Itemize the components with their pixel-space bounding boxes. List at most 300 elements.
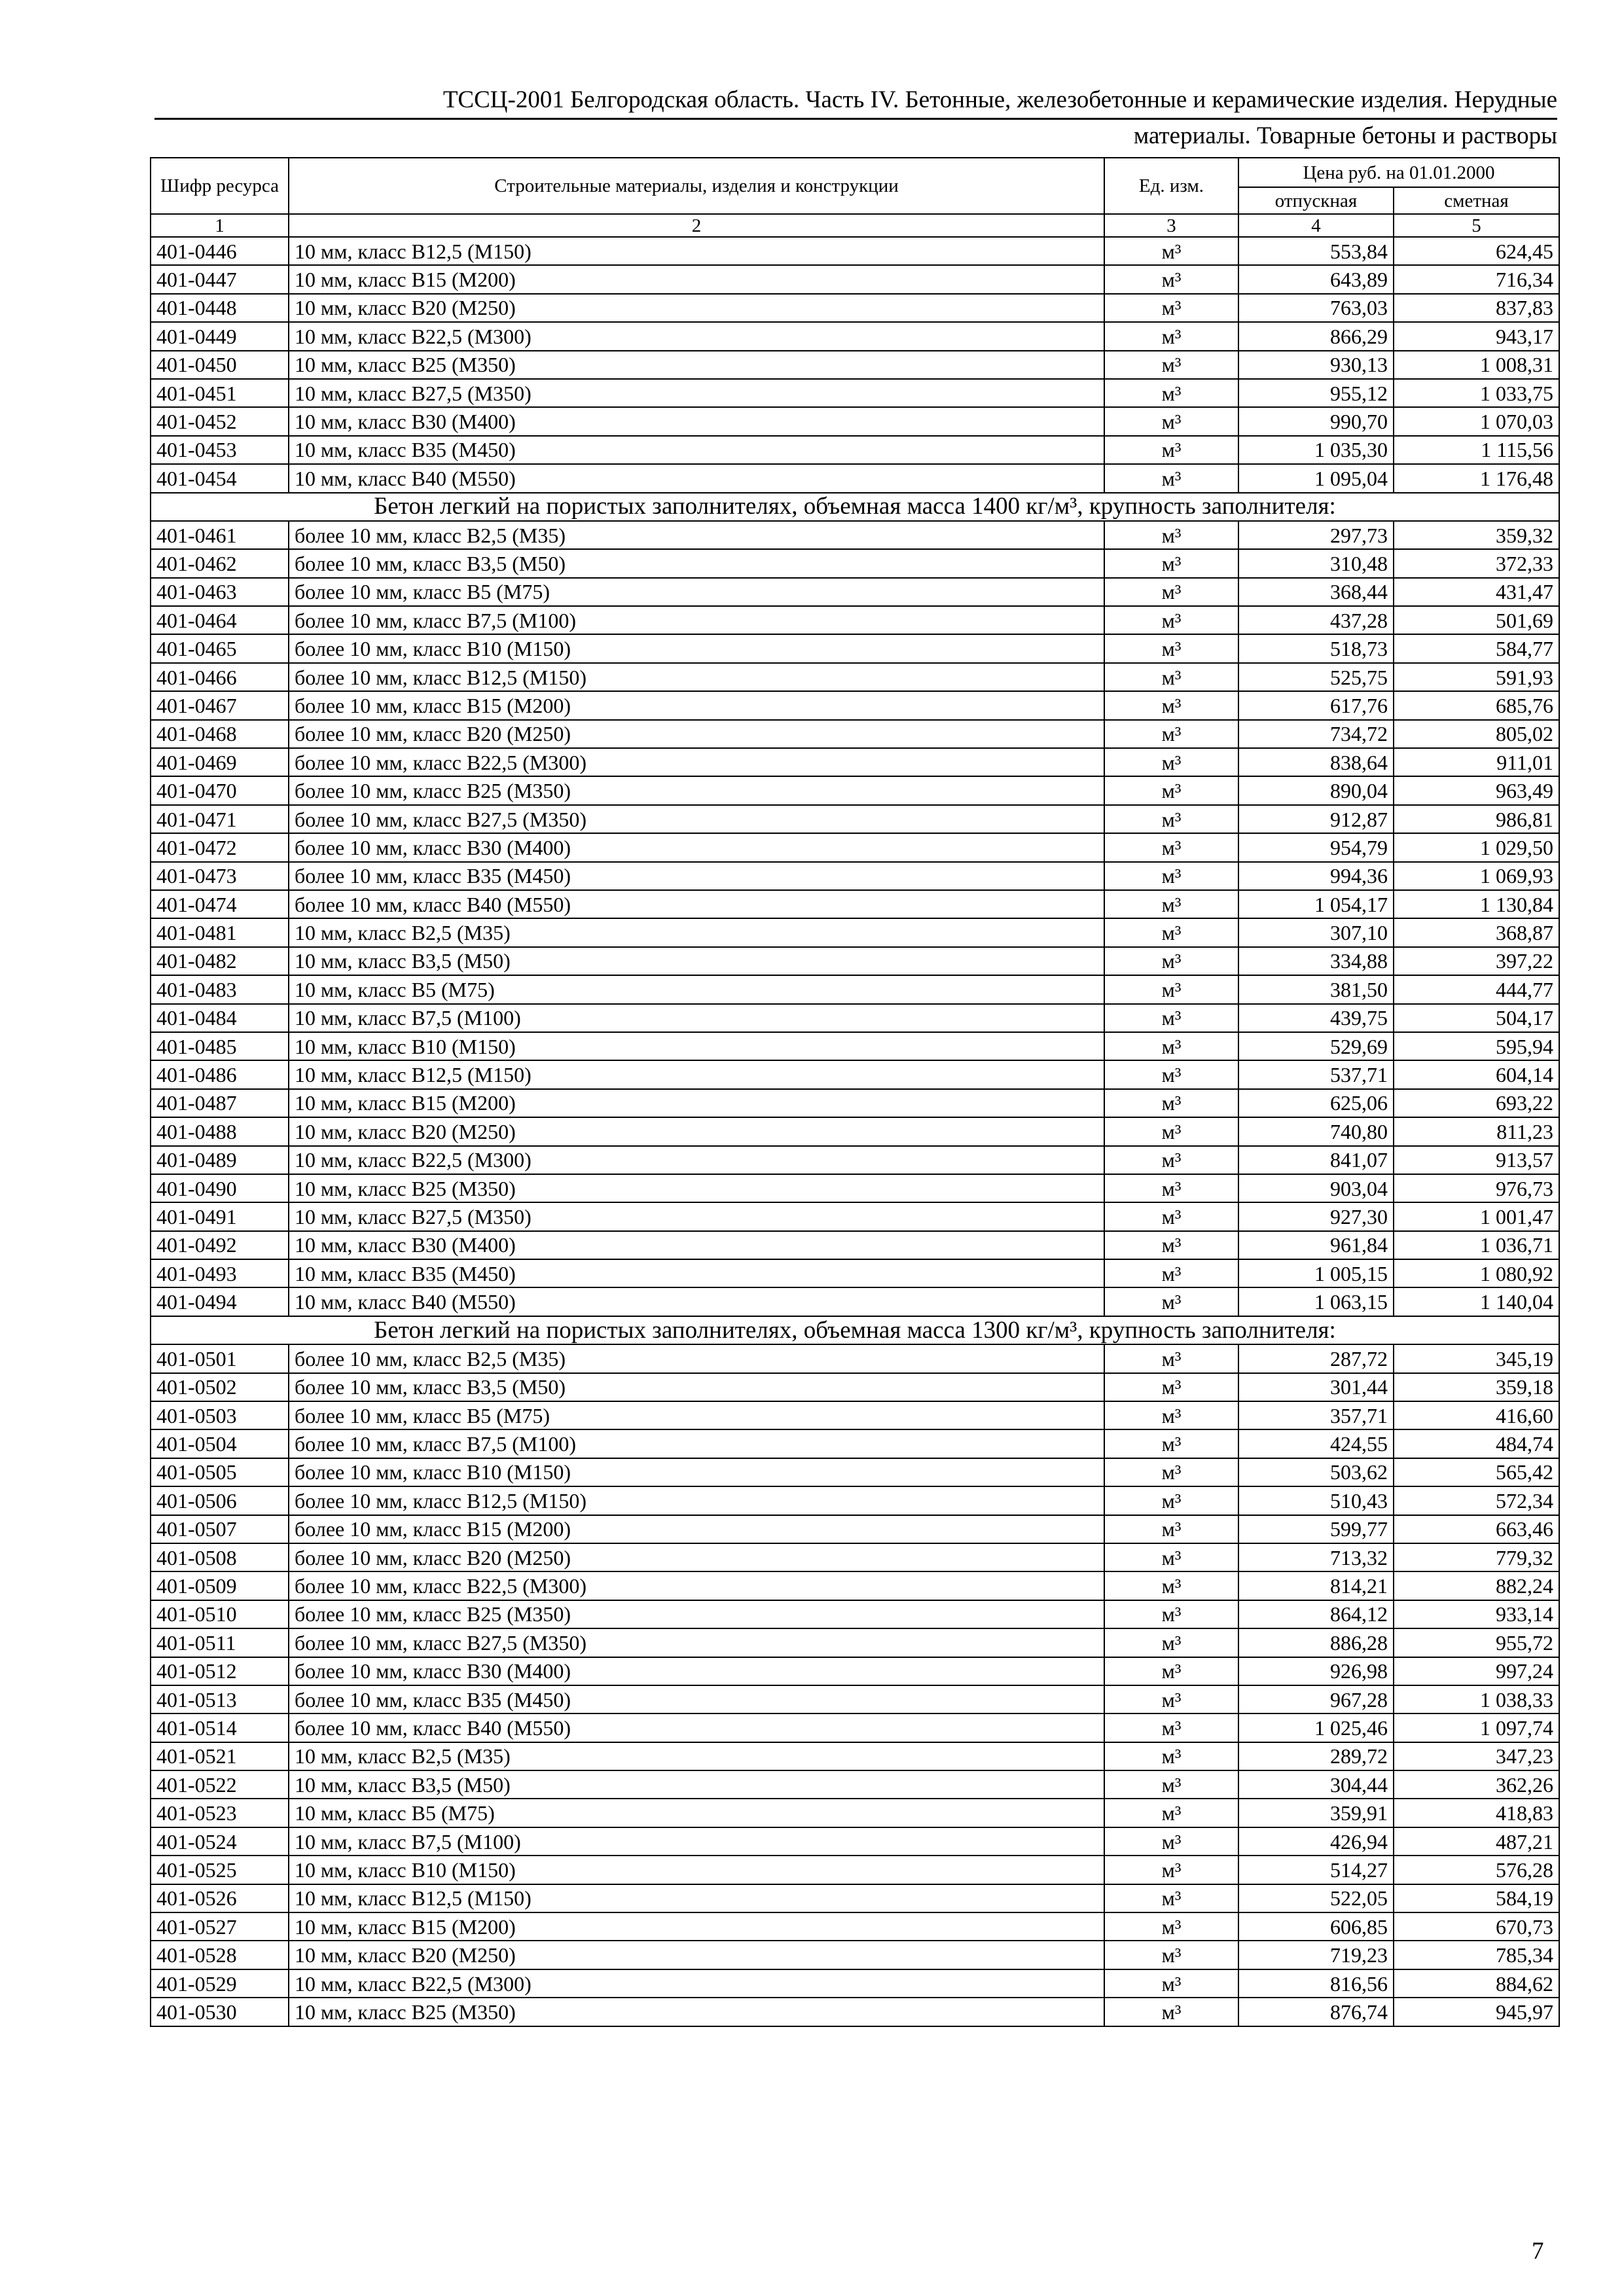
resource-code-cell: 401-0501	[151, 1344, 289, 1372]
release-price-cell: 381,50	[1238, 975, 1394, 1003]
table-row	[151, 1429, 1559, 1458]
release-price-cell: 719,23	[1238, 1941, 1394, 1969]
table-row	[151, 1146, 1559, 1174]
resource-code-cell: 401-0521	[151, 1742, 289, 1770]
material-name-cell: более 10 мм, класс В3,5 (М50)	[289, 549, 1104, 577]
table-row	[151, 1827, 1559, 1856]
estimate-price-cell: 811,23	[1394, 1117, 1559, 1145]
unit-cell: м³	[1104, 549, 1238, 577]
estimate-price-cell: 1 029,50	[1394, 833, 1559, 861]
resource-code-cell: 401-0482	[151, 947, 289, 975]
estimate-price-cell: 416,60	[1394, 1401, 1559, 1429]
material-name-cell: более 10 мм, класс В2,5 (М35)	[289, 521, 1104, 549]
table-row	[151, 578, 1559, 606]
material-name-cell: более 10 мм, класс В35 (М450)	[289, 862, 1104, 890]
release-price-cell: 359,91	[1238, 1799, 1394, 1827]
release-price-cell: 522,05	[1238, 1884, 1394, 1912]
resource-code-cell: 401-0488	[151, 1117, 289, 1145]
estimate-price-cell: 347,23	[1394, 1742, 1559, 1770]
column-number: 4	[1238, 214, 1394, 237]
release-price-cell: 606,85	[1238, 1912, 1394, 1941]
table-row	[151, 521, 1559, 549]
material-name-cell: более 10 мм, класс В27,5 (М350)	[289, 1628, 1104, 1657]
unit-cell: м³	[1104, 436, 1238, 464]
release-price-cell: 713,32	[1238, 1543, 1394, 1571]
table-row	[151, 606, 1559, 634]
estimate-price-cell: 572,34	[1394, 1486, 1559, 1515]
column-header-price: Цена руб. на 01.01.2000	[1238, 158, 1559, 187]
unit-cell: м³	[1104, 1827, 1238, 1856]
material-name-cell: 10 мм, класс В40 (М550)	[289, 464, 1104, 492]
resource-code-cell: 401-0483	[151, 975, 289, 1003]
column-number: 1	[151, 214, 289, 237]
material-name-cell: 10 мм, класс В2,5 (М35)	[289, 918, 1104, 946]
material-name-cell: 10 мм, класс В2,5 (М35)	[289, 1742, 1104, 1770]
resource-code-cell: 401-0446	[151, 237, 289, 265]
estimate-price-cell: 1 140,04	[1394, 1287, 1559, 1316]
resource-code-cell: 401-0491	[151, 1202, 289, 1230]
release-price-cell: 514,27	[1238, 1856, 1394, 1884]
resource-code-cell: 401-0494	[151, 1287, 289, 1316]
resource-code-cell: 401-0522	[151, 1770, 289, 1799]
unit-cell: м³	[1104, 1401, 1238, 1429]
estimate-price-cell: 805,02	[1394, 720, 1559, 748]
material-name-cell: более 10 мм, класс В7,5 (М100)	[289, 1429, 1104, 1458]
material-name-cell: 10 мм, класс В35 (М450)	[289, 1259, 1104, 1287]
column-header-name: Строительные материалы, изделия и конструкции	[289, 158, 1104, 214]
release-price-cell: 954,79	[1238, 833, 1394, 861]
material-name-cell: 10 мм, класс В22,5 (М300)	[289, 1969, 1104, 1998]
material-name-cell: более 10 мм, класс В22,5 (М300)	[289, 748, 1104, 776]
material-name-cell: более 10 мм, класс В20 (М250)	[289, 1543, 1104, 1571]
unit-cell: м³	[1104, 1543, 1238, 1571]
material-name-cell: 10 мм, класс В15 (М200)	[289, 1089, 1104, 1117]
unit-cell: м³	[1104, 1628, 1238, 1657]
estimate-price-cell: 945,97	[1394, 1998, 1559, 2026]
estimate-price-cell: 565,42	[1394, 1458, 1559, 1486]
unit-cell: м³	[1104, 1287, 1238, 1316]
column-number: 2	[289, 214, 1104, 237]
estimate-price-cell: 1 115,56	[1394, 436, 1559, 464]
unit-cell: м³	[1104, 1146, 1238, 1174]
unit-cell: м³	[1104, 1969, 1238, 1998]
release-price-cell: 307,10	[1238, 918, 1394, 946]
unit-cell: м³	[1104, 1998, 1238, 2026]
estimate-price-cell: 933,14	[1394, 1600, 1559, 1628]
resource-code-cell: 401-0450	[151, 351, 289, 379]
release-price-cell: 955,12	[1238, 379, 1394, 407]
table-row	[151, 947, 1559, 975]
column-header-unit: Ед. изм.	[1104, 158, 1238, 214]
estimate-price-cell: 837,83	[1394, 294, 1559, 322]
unit-cell: м³	[1104, 237, 1238, 265]
resource-code-cell: 401-0449	[151, 322, 289, 350]
unit-cell: м³	[1104, 947, 1238, 975]
table-row	[151, 1969, 1559, 1998]
material-name-cell: более 10 мм, класс В5 (М75)	[289, 1401, 1104, 1429]
estimate-price-cell: 1 069,93	[1394, 862, 1559, 890]
unit-cell: м³	[1104, 720, 1238, 748]
release-price-cell: 866,29	[1238, 322, 1394, 350]
material-name-cell: более 10 мм, класс В5 (М75)	[289, 578, 1104, 606]
material-name-cell: более 10 мм, класс В3,5 (М50)	[289, 1373, 1104, 1401]
estimate-price-cell: 1 097,74	[1394, 1713, 1559, 1742]
table-row	[151, 1231, 1559, 1259]
resource-code-cell: 401-0486	[151, 1060, 289, 1088]
resource-code-cell: 401-0489	[151, 1146, 289, 1174]
unit-cell: м³	[1104, 748, 1238, 776]
unit-cell: м³	[1104, 1373, 1238, 1401]
unit-cell: м³	[1104, 379, 1238, 407]
material-name-cell: более 10 мм, класс В15 (М200)	[289, 1515, 1104, 1543]
header-title-line1: ТССЦ-2001 Белгородская область. Часть IV. Бетонные, железобетонные и керамические изделия. Нерудные	[154, 84, 1557, 120]
unit-cell: м³	[1104, 1884, 1238, 1912]
resource-code-cell: 401-0447	[151, 265, 289, 293]
unit-cell: м³	[1104, 294, 1238, 322]
unit-cell: м³	[1104, 1713, 1238, 1742]
table-row	[151, 691, 1559, 719]
release-price-cell: 1 005,15	[1238, 1259, 1394, 1287]
unit-cell: м³	[1104, 578, 1238, 606]
table-row	[151, 1117, 1559, 1145]
release-price-cell: 1 063,15	[1238, 1287, 1394, 1316]
unit-cell: м³	[1104, 1742, 1238, 1770]
resource-code-cell: 401-0502	[151, 1373, 289, 1401]
table-row	[151, 1373, 1559, 1401]
resource-code-cell: 401-0465	[151, 634, 289, 662]
unit-cell: м³	[1104, 975, 1238, 1003]
release-price-cell: 734,72	[1238, 720, 1394, 748]
estimate-price-cell: 359,32	[1394, 521, 1559, 549]
estimate-price-cell: 584,77	[1394, 634, 1559, 662]
estimate-price-cell: 976,73	[1394, 1174, 1559, 1202]
table-row	[151, 720, 1559, 748]
material-name-cell: более 10 мм, класс В40 (М550)	[289, 1713, 1104, 1742]
material-name-cell: более 10 мм, класс В15 (М200)	[289, 691, 1104, 719]
material-name-cell: 10 мм, класс В30 (М400)	[289, 407, 1104, 435]
resource-code-cell: 401-0467	[151, 691, 289, 719]
estimate-price-cell: 963,49	[1394, 776, 1559, 804]
resource-code-cell: 401-0485	[151, 1032, 289, 1060]
table-row	[151, 1202, 1559, 1230]
resource-code-cell: 401-0508	[151, 1543, 289, 1571]
table-row	[151, 1401, 1559, 1429]
section-heading-row	[151, 493, 1559, 521]
table-row	[151, 918, 1559, 946]
resource-code-cell: 401-0504	[151, 1429, 289, 1458]
column-header-code: Шифр ресурса	[151, 158, 289, 214]
table-row	[151, 1486, 1559, 1515]
header-title-line2: материалы. Товарные бетоны и растворы	[1133, 122, 1557, 149]
unit-cell: м³	[1104, 1259, 1238, 1287]
material-name-cell: более 10 мм, класс В2,5 (М35)	[289, 1344, 1104, 1372]
material-name-cell: 10 мм, класс В3,5 (М50)	[289, 1770, 1104, 1799]
table-row	[151, 322, 1559, 350]
release-price-cell: 930,13	[1238, 351, 1394, 379]
table-row	[151, 294, 1559, 322]
resource-code-cell: 401-0487	[151, 1089, 289, 1117]
column-number: 5	[1394, 214, 1559, 237]
release-price-cell: 599,77	[1238, 1515, 1394, 1543]
resource-code-cell: 401-0492	[151, 1231, 289, 1259]
material-name-cell: 10 мм, класс В12,5 (М150)	[289, 1884, 1104, 1912]
unit-cell: м³	[1104, 1458, 1238, 1486]
table-row	[151, 237, 1559, 265]
resource-code-cell: 401-0509	[151, 1571, 289, 1600]
estimate-price-cell: 884,62	[1394, 1969, 1559, 1998]
table-row	[151, 890, 1559, 918]
unit-cell: м³	[1104, 407, 1238, 435]
unit-cell: м³	[1104, 1912, 1238, 1941]
resource-code-cell: 401-0510	[151, 1600, 289, 1628]
table-row	[151, 1742, 1559, 1770]
resource-code-cell: 401-0471	[151, 805, 289, 833]
table-row	[151, 1174, 1559, 1202]
release-price-cell: 625,06	[1238, 1089, 1394, 1117]
estimate-price-cell: 911,01	[1394, 748, 1559, 776]
resource-code-cell: 401-0454	[151, 464, 289, 492]
release-price-cell: 864,12	[1238, 1600, 1394, 1628]
material-name-cell: 10 мм, класс В15 (М200)	[289, 265, 1104, 293]
estimate-price-cell: 591,93	[1394, 663, 1559, 691]
estimate-price-cell: 1 036,71	[1394, 1231, 1559, 1259]
estimate-price-cell: 624,45	[1394, 237, 1559, 265]
release-price-cell: 525,75	[1238, 663, 1394, 691]
estimate-price-cell: 1 070,03	[1394, 407, 1559, 435]
material-name-cell: 10 мм, класс В5 (М75)	[289, 1799, 1104, 1827]
table-row	[151, 1657, 1559, 1685]
table-row	[151, 1884, 1559, 1912]
table-row	[151, 975, 1559, 1003]
resource-code-cell: 401-0512	[151, 1657, 289, 1685]
table-row	[151, 833, 1559, 861]
resource-code-cell: 401-0527	[151, 1912, 289, 1941]
resource-code-cell: 401-0473	[151, 862, 289, 890]
resource-code-cell: 401-0524	[151, 1827, 289, 1856]
release-price-cell: 510,43	[1238, 1486, 1394, 1515]
estimate-price-cell: 1 130,84	[1394, 890, 1559, 918]
unit-cell: м³	[1104, 1486, 1238, 1515]
resource-code-cell: 401-0514	[151, 1713, 289, 1742]
material-name-cell: 10 мм, класс В25 (М350)	[289, 1174, 1104, 1202]
unit-cell: м³	[1104, 1515, 1238, 1543]
unit-cell: м³	[1104, 1202, 1238, 1230]
material-name-cell: 10 мм, класс В5 (М75)	[289, 975, 1104, 1003]
resource-code-cell: 401-0464	[151, 606, 289, 634]
estimate-price-cell: 418,83	[1394, 1799, 1559, 1827]
release-price-cell: 763,03	[1238, 294, 1394, 322]
price-table	[150, 157, 1560, 2027]
resource-code-cell: 401-0466	[151, 663, 289, 691]
material-name-cell: 10 мм, класс В30 (М400)	[289, 1231, 1104, 1259]
resource-code-cell: 401-0493	[151, 1259, 289, 1287]
table-row	[151, 1458, 1559, 1486]
estimate-price-cell: 986,81	[1394, 805, 1559, 833]
estimate-price-cell: 501,69	[1394, 606, 1559, 634]
release-price-cell: 617,76	[1238, 691, 1394, 719]
estimate-price-cell: 716,34	[1394, 265, 1559, 293]
release-price-cell: 287,72	[1238, 1344, 1394, 1372]
release-price-cell: 1 035,30	[1238, 436, 1394, 464]
resource-code-cell: 401-0481	[151, 918, 289, 946]
column-header-estimate-price: сметная	[1394, 187, 1559, 214]
estimate-price-cell: 484,74	[1394, 1429, 1559, 1458]
release-price-cell: 903,04	[1238, 1174, 1394, 1202]
unit-cell: м³	[1104, 833, 1238, 861]
resource-code-cell: 401-0506	[151, 1486, 289, 1515]
release-price-cell: 289,72	[1238, 1742, 1394, 1770]
release-price-cell: 426,94	[1238, 1827, 1394, 1856]
release-price-cell: 529,69	[1238, 1032, 1394, 1060]
resource-code-cell: 401-0470	[151, 776, 289, 804]
estimate-price-cell: 504,17	[1394, 1004, 1559, 1032]
resource-code-cell: 401-0462	[151, 549, 289, 577]
resource-code-cell: 401-0452	[151, 407, 289, 435]
estimate-price-cell: 882,24	[1394, 1571, 1559, 1600]
unit-cell: м³	[1104, 918, 1238, 946]
table-row	[151, 1770, 1559, 1799]
unit-cell: м³	[1104, 606, 1238, 634]
section-heading-row	[151, 1316, 1559, 1344]
resource-code-cell: 401-0505	[151, 1458, 289, 1486]
table-row	[151, 1628, 1559, 1657]
unit-cell: м³	[1104, 691, 1238, 719]
resource-code-cell: 401-0463	[151, 578, 289, 606]
material-name-cell: более 10 мм, класс В25 (М350)	[289, 1600, 1104, 1628]
unit-cell: м³	[1104, 464, 1238, 492]
estimate-price-cell: 1 080,92	[1394, 1259, 1559, 1287]
material-name-cell: 10 мм, класс В27,5 (М350)	[289, 1202, 1104, 1230]
material-name-cell: 10 мм, класс В35 (М450)	[289, 436, 1104, 464]
material-name-cell: более 10 мм, класс В10 (М150)	[289, 634, 1104, 662]
release-price-cell: 814,21	[1238, 1571, 1394, 1600]
estimate-price-cell: 670,73	[1394, 1912, 1559, 1941]
table-row	[151, 1060, 1559, 1088]
release-price-cell: 841,07	[1238, 1146, 1394, 1174]
page-header	[154, 84, 1557, 152]
resource-code-cell: 401-0525	[151, 1856, 289, 1884]
release-price-cell: 912,87	[1238, 805, 1394, 833]
column-number: 3	[1104, 214, 1238, 237]
table-row	[151, 1912, 1559, 1941]
resource-code-cell: 401-0484	[151, 1004, 289, 1032]
material-name-cell: 10 мм, класс В10 (М150)	[289, 1032, 1104, 1060]
unit-cell: м³	[1104, 1032, 1238, 1060]
release-price-cell: 643,89	[1238, 265, 1394, 293]
resource-code-cell: 401-0469	[151, 748, 289, 776]
table-row	[151, 351, 1559, 379]
release-price-cell: 437,28	[1238, 606, 1394, 634]
estimate-price-cell: 397,22	[1394, 947, 1559, 975]
estimate-price-cell: 431,47	[1394, 578, 1559, 606]
table-row	[151, 1571, 1559, 1600]
unit-cell: м³	[1104, 1941, 1238, 1969]
unit-cell: м³	[1104, 1657, 1238, 1685]
table-row	[151, 1998, 1559, 2026]
material-name-cell: 10 мм, класс В20 (М250)	[289, 1117, 1104, 1145]
material-name-cell: более 10 мм, класс В30 (М400)	[289, 833, 1104, 861]
release-price-cell: 927,30	[1238, 1202, 1394, 1230]
table-row	[151, 663, 1559, 691]
unit-cell: м³	[1104, 1117, 1238, 1145]
estimate-price-cell: 779,32	[1394, 1543, 1559, 1571]
release-price-cell: 886,28	[1238, 1628, 1394, 1657]
estimate-price-cell: 913,57	[1394, 1146, 1559, 1174]
release-price-cell: 537,71	[1238, 1060, 1394, 1088]
resource-code-cell: 401-0453	[151, 436, 289, 464]
material-name-cell: 10 мм, класс В22,5 (М300)	[289, 1146, 1104, 1174]
material-name-cell: 10 мм, класс В40 (М550)	[289, 1287, 1104, 1316]
table-row	[151, 464, 1559, 492]
resource-code-cell: 401-0530	[151, 1998, 289, 2026]
estimate-price-cell: 1 008,31	[1394, 351, 1559, 379]
unit-cell: м³	[1104, 1060, 1238, 1088]
release-price-cell: 816,56	[1238, 1969, 1394, 1998]
resource-code-cell: 401-0529	[151, 1969, 289, 1998]
release-price-cell: 304,44	[1238, 1770, 1394, 1799]
material-name-cell: 10 мм, класс В15 (М200)	[289, 1912, 1104, 1941]
unit-cell: м³	[1104, 1685, 1238, 1713]
table-row	[151, 776, 1559, 804]
table-row	[151, 379, 1559, 407]
release-price-cell: 424,55	[1238, 1429, 1394, 1458]
material-name-cell: более 10 мм, класс В35 (М450)	[289, 1685, 1104, 1713]
estimate-price-cell: 584,19	[1394, 1884, 1559, 1912]
estimate-price-cell: 685,76	[1394, 691, 1559, 719]
material-name-cell: 10 мм, класс В22,5 (М300)	[289, 322, 1104, 350]
table-row	[151, 1287, 1559, 1316]
price-table-body	[151, 237, 1559, 2026]
table-row	[151, 549, 1559, 577]
unit-cell: м³	[1104, 634, 1238, 662]
estimate-price-cell: 372,33	[1394, 549, 1559, 577]
table-row	[151, 1600, 1559, 1628]
unit-cell: м³	[1104, 1004, 1238, 1032]
table-row	[151, 1856, 1559, 1884]
material-name-cell: более 10 мм, класс В40 (М550)	[289, 890, 1104, 918]
unit-cell: м³	[1104, 322, 1238, 350]
resource-code-cell: 401-0461	[151, 521, 289, 549]
estimate-price-cell: 693,22	[1394, 1089, 1559, 1117]
resource-code-cell: 401-0468	[151, 720, 289, 748]
material-name-cell: 10 мм, класс В10 (М150)	[289, 1856, 1104, 1884]
material-name-cell: 10 мм, класс В20 (М250)	[289, 294, 1104, 322]
table-row	[151, 1032, 1559, 1060]
resource-code-cell: 401-0503	[151, 1401, 289, 1429]
unit-cell: м³	[1104, 1856, 1238, 1884]
table-row	[151, 1344, 1559, 1372]
resource-code-cell: 401-0474	[151, 890, 289, 918]
material-name-cell: 10 мм, класс В25 (М350)	[289, 351, 1104, 379]
unit-cell: м³	[1104, 805, 1238, 833]
table-row	[151, 1515, 1559, 1543]
material-name-cell: более 10 мм, класс В22,5 (М300)	[289, 1571, 1104, 1600]
unit-cell: м³	[1104, 265, 1238, 293]
table-row	[151, 1941, 1559, 1969]
unit-cell: м³	[1104, 1174, 1238, 1202]
release-price-cell: 990,70	[1238, 407, 1394, 435]
resource-code-cell: 401-0526	[151, 1884, 289, 1912]
resource-code-cell: 401-0513	[151, 1685, 289, 1713]
release-price-cell: 301,44	[1238, 1373, 1394, 1401]
material-name-cell: 10 мм, класс В7,5 (М100)	[289, 1004, 1104, 1032]
page-number: 7	[1532, 2238, 1544, 2265]
estimate-price-cell: 997,24	[1394, 1657, 1559, 1685]
table-row	[151, 1259, 1559, 1287]
resource-code-cell: 401-0490	[151, 1174, 289, 1202]
estimate-price-cell: 785,34	[1394, 1941, 1559, 1969]
resource-code-cell: 401-0523	[151, 1799, 289, 1827]
